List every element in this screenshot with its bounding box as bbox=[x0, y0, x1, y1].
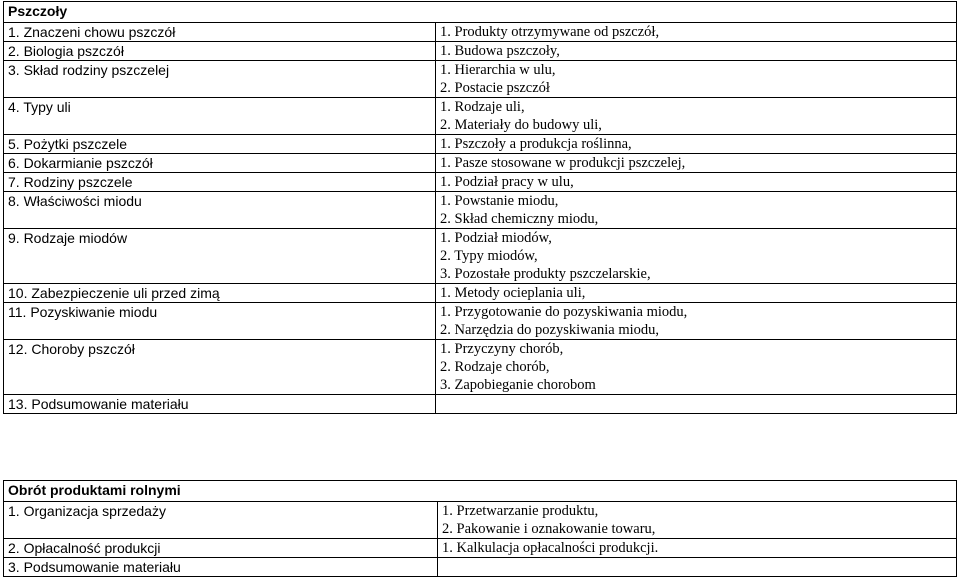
table-title-row bbox=[4, 481, 957, 502]
subtopic-text: 1. Metody ocieplania uli, bbox=[440, 285, 586, 301]
row-topic bbox=[4, 42, 436, 61]
row-topic bbox=[4, 173, 436, 192]
topic-text: 7. Rodziny pszczele bbox=[8, 174, 133, 190]
empty-cell bbox=[440, 395, 952, 413]
subtopic-text: 2. Materiały do budowy uli, bbox=[440, 117, 602, 133]
subtopic-text: 1. Przygotowanie do pozyskiwania miodu, bbox=[440, 304, 688, 320]
topic-text: 8. Właściwości miodu bbox=[8, 193, 142, 209]
row-subtopics bbox=[436, 23, 957, 42]
row-topic bbox=[4, 539, 438, 558]
row-topic bbox=[4, 61, 436, 98]
row-subtopics bbox=[436, 98, 957, 135]
table-pszczoly bbox=[3, 1, 957, 414]
table-row bbox=[4, 539, 957, 558]
table-title: Pszczoły bbox=[4, 2, 957, 23]
table-row bbox=[4, 61, 957, 98]
table-row bbox=[4, 135, 957, 154]
topic-text: 9. Rodzaje miodów bbox=[8, 230, 128, 246]
row-topic bbox=[4, 229, 436, 284]
subtopic-text: 1. Pszczoły a produkcja roślinna, bbox=[440, 136, 632, 152]
row-subtopics bbox=[436, 229, 957, 284]
row-subtopics bbox=[436, 61, 957, 98]
row-topic bbox=[4, 558, 438, 577]
subtopic-text: 2. Typy miodów, bbox=[440, 248, 538, 264]
table-row bbox=[4, 502, 957, 539]
subtopic-text: 3. Pozostałe produkty pszczelarskie, bbox=[440, 266, 651, 282]
table-obrot-body bbox=[4, 481, 957, 577]
subtopic-text: 2. Narzędzia do pozyskiwania miodu, bbox=[440, 322, 660, 338]
subtopic-text: 2. Pakowanie i oznakowanie towaru, bbox=[442, 521, 656, 537]
row-topic bbox=[4, 502, 438, 539]
empty-cell bbox=[442, 558, 952, 576]
row-subtopics bbox=[438, 539, 957, 558]
row-subtopics bbox=[436, 303, 957, 340]
subtopic-text: 1. Kalkulacja opłacalności produkcji. bbox=[442, 540, 659, 556]
row-topic bbox=[4, 135, 436, 154]
row-subtopics bbox=[438, 502, 957, 539]
subtopic-text: 1. Produkty otrzymywane od pszczół, bbox=[440, 24, 660, 40]
subtopic-text: 1. Przyczyny chorób, bbox=[440, 341, 564, 357]
subtopic-text: 1. Podział miodów, bbox=[440, 230, 552, 246]
table-title-row bbox=[4, 2, 957, 23]
row-topic bbox=[4, 23, 436, 42]
topic-text: 2. Biologia pszczół bbox=[8, 43, 124, 59]
topic-text: 3. Skład rodziny pszczelej bbox=[8, 62, 170, 78]
topic-text: 4. Typy uli bbox=[8, 99, 71, 115]
topic-text: 10. Zabezpieczenie uli przed zimą bbox=[8, 285, 220, 301]
table-row bbox=[4, 284, 957, 303]
topic-text: 1. Znaczeni chowu pszczół bbox=[8, 24, 176, 40]
table-row bbox=[4, 154, 957, 173]
table-row bbox=[4, 23, 957, 42]
subtopic-text: 1. Pasze stosowane w produkcji pszczelej, bbox=[440, 155, 686, 171]
row-subtopics bbox=[436, 173, 957, 192]
subtopic-text: 1. Podział pracy w ulu, bbox=[440, 174, 574, 190]
table-row bbox=[4, 558, 957, 577]
table-row bbox=[4, 229, 957, 284]
table-row bbox=[4, 42, 957, 61]
row-subtopics bbox=[436, 42, 957, 61]
table-row bbox=[4, 303, 957, 340]
subtopic-text: 1. Rodzaje uli, bbox=[440, 99, 525, 115]
subtopic-text: 1. Budowa pszczoły, bbox=[440, 43, 560, 59]
row-topic bbox=[4, 340, 436, 395]
row-topic bbox=[4, 154, 436, 173]
row-topic bbox=[4, 192, 436, 229]
table-pszczoly-body bbox=[4, 2, 957, 414]
row-topic bbox=[4, 395, 436, 414]
subtopic-text: 2. Postacie pszczół bbox=[440, 80, 550, 96]
row-subtopics bbox=[436, 284, 957, 303]
row-subtopics bbox=[436, 340, 957, 395]
table-obrot-produktami bbox=[3, 480, 957, 577]
row-subtopics bbox=[438, 558, 957, 577]
row-topic bbox=[4, 98, 436, 135]
topic-text: 13. Podsumowanie materiału bbox=[8, 396, 189, 412]
topic-text: 11. Pozyskiwanie miodu bbox=[8, 304, 158, 320]
topic-text: 5. Pożytki pszczele bbox=[8, 136, 128, 152]
table-row bbox=[4, 395, 957, 414]
subtopic-text: 3. Zapobieganie chorobom bbox=[440, 377, 596, 393]
subtopic-text: 1. Hierarchia w ulu, bbox=[440, 62, 556, 78]
topic-text: 6. Dokarmianie pszczół bbox=[8, 155, 153, 171]
row-subtopics bbox=[436, 154, 957, 173]
topic-text: 3. Podsumowanie materiału bbox=[8, 559, 181, 575]
subtopic-text: 1. Przetwarzanie produktu, bbox=[442, 503, 599, 519]
subtopic-text: 2. Rodzaje chorób, bbox=[440, 359, 550, 375]
row-subtopics bbox=[436, 192, 957, 229]
topic-text: 1. Organizacja sprzedaży bbox=[8, 503, 166, 519]
table-title: Obrót produktami rolnymi bbox=[4, 481, 957, 502]
subtopic-text: 2. Skład chemiczny miodu, bbox=[440, 211, 599, 227]
topic-text: 2. Opłacalność produkcji bbox=[8, 540, 161, 556]
row-subtopics bbox=[436, 395, 957, 414]
topic-text: 12. Choroby pszczół bbox=[8, 341, 135, 357]
table-row bbox=[4, 192, 957, 229]
table-row bbox=[4, 340, 957, 395]
row-topic bbox=[4, 284, 436, 303]
table-row bbox=[4, 173, 957, 192]
row-subtopics bbox=[436, 135, 957, 154]
subtopic-text: 1. Powstanie miodu, bbox=[440, 193, 559, 209]
table-row bbox=[4, 98, 957, 135]
row-topic bbox=[4, 303, 436, 340]
